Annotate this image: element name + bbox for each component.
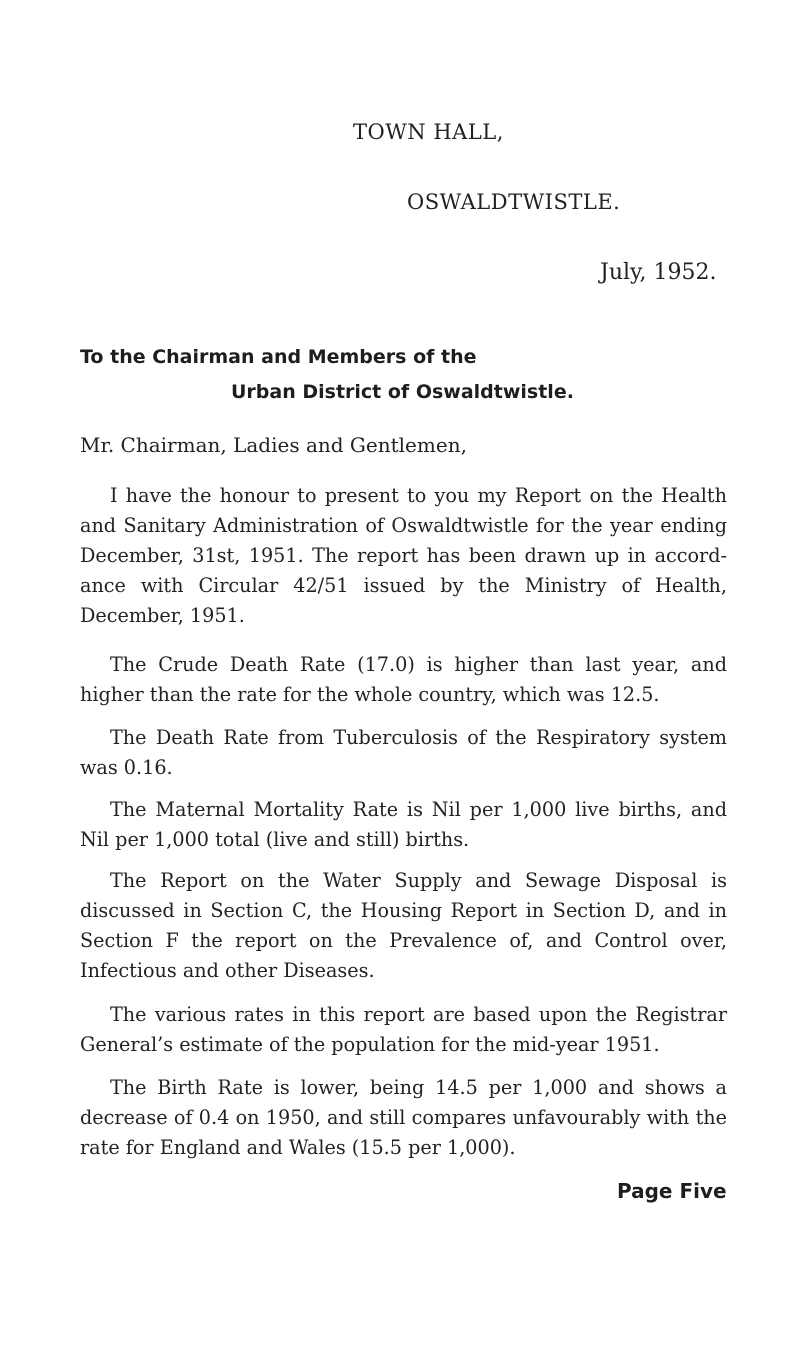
paragraph-population-estimate: The various rates in this report are based upon the Registrar General’s estimate of the population for the mid-year 1951. xyxy=(80,1003,727,1056)
paragraph-birth-rate: The Birth Rate is lower, being 14.5 per 1,000 and shows a decrease of 0.4 on 1950, and still compares unfavourably with the rate for England and Wales (15.5 per 1,000). xyxy=(80,1076,727,1159)
page-number: Page Five xyxy=(617,1179,727,1203)
addressee-line-2: Urban District of Oswaldtwistle. xyxy=(231,381,574,403)
paragraph-report-intro: I have the honour to present to you my Report on the Health and Sanitary Administration of Oswaldtwistle for the year ending December, 31st, 1951. The report has been drawn up in accord-ance with Circular 42/51 issued by the Ministry of Health, December, 1951. xyxy=(80,484,727,627)
paragraph-maternal-mortality: The Maternal Mortality Rate is Nil per 1,000 live births, and Nil per 1,000 total (live and still) births. xyxy=(80,798,727,851)
addressee-line-1: To the Chairman and Members of the xyxy=(80,346,477,368)
address-town-hall: TOWN HALL, xyxy=(353,120,504,144)
paragraph-tuberculosis-rate: The Death Rate from Tuberculosis of the Respiratory system was 0.16. xyxy=(80,726,727,779)
paragraph-sections-overview: The Report on the Water Supply and Sewage Disposal is discussed in Section C, the Housing Report in Section D, and in Section F the report on the Prevalence of, and Control over, Infectious and other Diseases. xyxy=(80,869,727,982)
letter-date: July, 1952. xyxy=(600,260,717,285)
address-oswaldtwistle: OSWALDTWISTLE. xyxy=(407,190,621,214)
paragraph-crude-death-rate: The Crude Death Rate (17.0) is higher than last year, and higher than the rate for the whole country, which was 12.5. xyxy=(80,653,727,706)
salutation: Mr. Chairman, Ladies and Gentlemen, xyxy=(80,433,467,457)
